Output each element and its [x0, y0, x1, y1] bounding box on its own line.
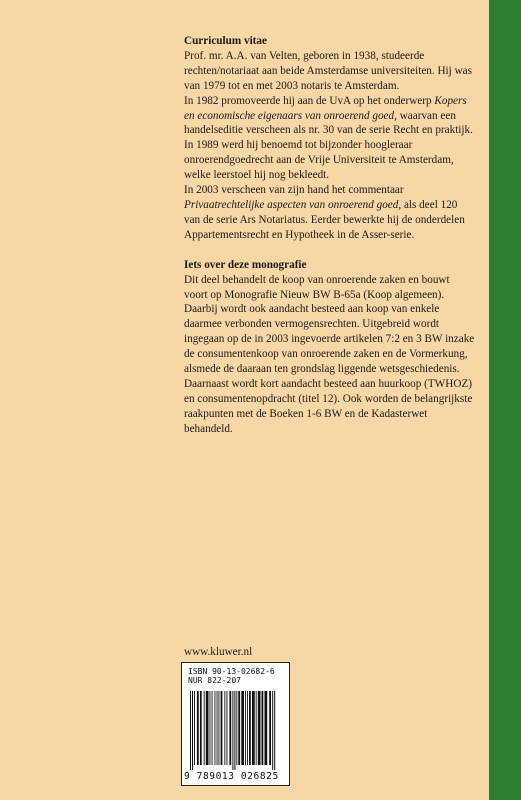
barcode-bar [224, 691, 225, 765]
barcode-bar [258, 691, 261, 765]
monograph-heading: Iets over deze monografie [184, 258, 307, 271]
cv-text: als deel 120 van de serie Ars Notariatus. Eerder bewerkte hij de onderdelen Appartementsrecht en Hypotheek in de Asser-serie. [184, 198, 465, 241]
nur-text: NUR 822-207 [188, 676, 241, 685]
barcode-bar [227, 691, 228, 765]
cv-text: In 1982 promoveerde hij aan de UvA op het onderwerp [184, 94, 435, 107]
spine-stripe [489, 0, 521, 800]
book-title: Kopers en economische eigenaars van onroerend goed, [184, 94, 467, 122]
barcode-bar [212, 691, 213, 765]
cv-paragraph [184, 183, 476, 243]
monograph-body: Dit deel behandelt de koop van onroerende zaken en bouwt voort op Monografie Nieuw BW B-65a (Koop algemeen). Daarbij wordt ook aandacht besteed aan koop van enkele daarmee verbonden vermogensrechten. Uitgebreid wordt ingegaan op de in 2003 ingevoerde artikelen 7:2 en 3 BW inzake de consumentenkoop van onroerende zaken en de Vormerkung, alsmede de daaraan ten grondslag liggende wetsgeschiedenis. Daarnaast wordt kort aandacht besteed aan huurkoop (TWHOZ) en consumentenopdracht (titel 12). Ook worden de belangrijkste raakpunten met de Boeken 1-6 BW en de Kadasterwet behandeld. [184, 273, 475, 435]
barcode-bar [194, 691, 195, 765]
barcode-bar [238, 691, 240, 765]
barcode-bar [274, 691, 275, 770]
barcode-bar [256, 691, 257, 765]
barcode-bar [269, 691, 271, 765]
cv-paragraph [184, 94, 476, 139]
barcode-bar [210, 691, 211, 765]
cv-body [184, 49, 476, 243]
barcode-bar [221, 691, 223, 765]
barcode-bar [219, 691, 220, 765]
book-title: Privaatrechtelijke aspecten van onroerend goed, [184, 198, 402, 211]
cv-heading: Curriculum vitae [184, 35, 267, 47]
barcode-bar [192, 691, 193, 770]
barcode-bar [234, 691, 235, 770]
cv-text: In 1989 werd hij benoemd tot bijzonder hoogleraar onroerendgoedrecht aan de Vrije Universiteit te Amsterdam, welke leerstoel hij nog bekleedt. [184, 139, 454, 182]
barcode-bar [215, 691, 216, 765]
barcode-bar [265, 691, 268, 765]
barcode-bar [204, 691, 205, 765]
barcode-bar [262, 691, 264, 765]
cv-text: In 2003 verscheen van zijn hand het commentaar [184, 184, 404, 197]
barcode-bar [200, 691, 202, 765]
barcode-bar [236, 691, 237, 765]
barcode-label [181, 662, 290, 786]
barcode-bar [272, 691, 273, 770]
barcode-digits: 9 789013 026825 [184, 771, 279, 782]
barcode-bar [245, 691, 246, 765]
barcode-bar [232, 691, 233, 770]
back-cover-text [184, 34, 476, 437]
barcode-bar [206, 691, 209, 765]
barcode-bar [247, 691, 248, 765]
publisher-website: www.kluwer.nl [184, 646, 253, 658]
barcode-bar [197, 691, 199, 765]
barcode-bar [229, 691, 231, 765]
barcode-bar [217, 691, 218, 765]
isbn-text: ISBN 90-13-02682-6 [188, 667, 275, 676]
cv-paragraph [184, 138, 476, 183]
barcode-bar [190, 691, 191, 770]
barcode-bar [241, 691, 244, 765]
barcode-bars [190, 691, 284, 770]
barcode-bar [249, 691, 251, 765]
cv-text: Prof. mr. A.A. van Velten, geboren in 1938, studeerde rechten/notariaat aan beide Amsterdamse universiteiten. Hij was van 1979 tot en met 2003 notaris te Amsterdam. [184, 49, 472, 92]
cv-text: waarvan een handelseditie verscheen als nr. 30 van de serie Recht en praktijk. [184, 109, 473, 137]
cv-paragraph [184, 49, 476, 94]
barcode-bar [252, 691, 255, 765]
